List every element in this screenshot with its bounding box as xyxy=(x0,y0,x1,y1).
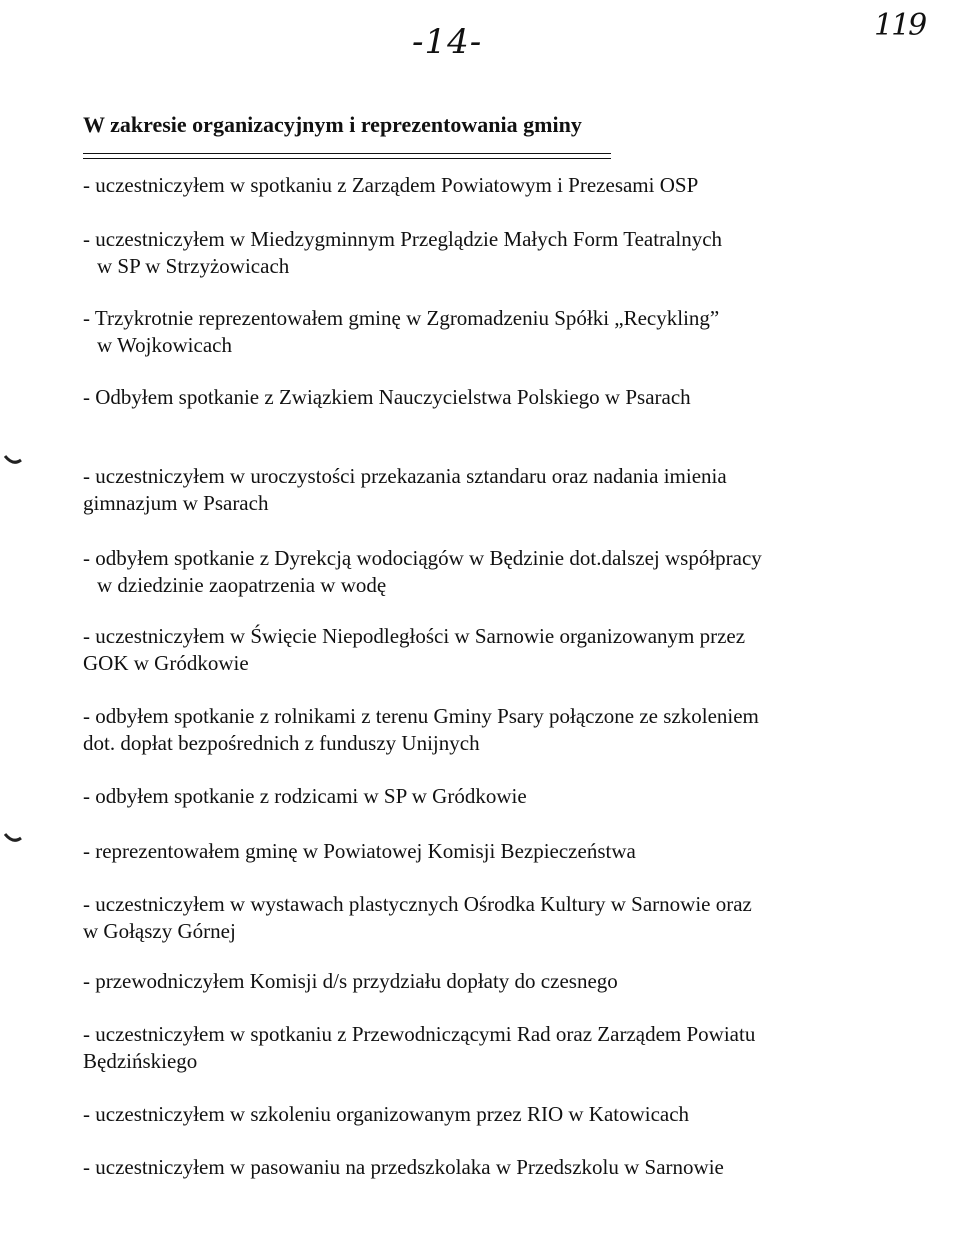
list-item xyxy=(83,226,843,280)
list-item-continuation: GOK w Gródkowie xyxy=(83,651,249,675)
page-number: -14- xyxy=(412,22,483,62)
list-item-continuation: w Wojkowicach xyxy=(97,333,232,357)
list-item xyxy=(83,703,843,757)
list-item-line: - uczestniczyłem w wystawach plastycznych Ośrodka Kultury w Sarnowie oraz xyxy=(83,892,752,916)
list-item-line: - przewodniczyłem Komisji d/s przydziału dopłaty do czesnego xyxy=(83,969,618,993)
list-item xyxy=(83,1154,843,1181)
list-item xyxy=(83,1101,843,1128)
list-item xyxy=(83,968,843,995)
list-item xyxy=(83,545,843,599)
list-item-continuation: w Gołąszy Górnej xyxy=(83,919,236,943)
heading-underline xyxy=(83,153,611,159)
list-item-line: - uczestniczyłem w uroczystości przekazania sztandaru oraz nadania imienia xyxy=(83,464,727,488)
list-item xyxy=(83,172,843,199)
list-item-line: - odbyłem spotkanie z Dyrekcją wodociągów w Będzinie dot.dalszej współpracy xyxy=(83,546,762,570)
list-item-line: - reprezentowałem gminę w Powiatowej Komisji Bezpieczeństwa xyxy=(83,839,636,863)
punch-mark-icon xyxy=(4,832,22,844)
list-item-line: - uczestniczyłem w Święcie Niepodległości w Sarnowie organizowanym przez xyxy=(83,624,746,648)
punch-mark-icon xyxy=(4,454,22,466)
list-item xyxy=(83,838,843,865)
list-item-continuation: dot. dopłat bezpośrednich z funduszy Unijnych xyxy=(83,731,480,755)
list-item-line: - uczestniczyłem w spotkaniu z Zarządem Powiatowym i Prezesami OSP xyxy=(83,173,699,197)
list-item-line: - Odbyłem spotkanie z Związkiem Nauczycielstwa Polskiego w Psarach xyxy=(83,385,691,409)
list-item-continuation: Będzińskiego xyxy=(83,1049,198,1073)
list-item xyxy=(83,384,843,411)
list-item-line: - uczestniczyłem w spotkaniu z Przewodniczącymi Rad oraz Zarządem Powiatu xyxy=(83,1022,756,1046)
list-item xyxy=(83,623,843,677)
list-item-line: - odbyłem spotkanie z rodzicami w SP w Gródkowie xyxy=(83,784,527,808)
list-item-line: - uczestniczyłem w szkoleniu organizowanym przez RIO w Katowicach xyxy=(83,1102,690,1126)
list-item xyxy=(83,305,843,359)
list-item xyxy=(83,1021,843,1075)
list-item-continuation: w dziedzinie zaopatrzenia w wodę xyxy=(97,573,387,597)
list-item-line: - Trzykrotnie reprezentowałem gminę w Zgromadzeniu Spółki „Recykling” xyxy=(83,306,720,330)
list-item-line: - uczestniczyłem w pasowaniu na przedszkolaka w Przedszkolu w Sarnowie xyxy=(83,1155,724,1179)
list-item xyxy=(83,891,843,945)
list-item-line: - uczestniczyłem w Miedzygminnym Przeglądzie Małych Form Teatralnych xyxy=(83,227,723,251)
handwritten-page-number: 119 xyxy=(874,8,926,43)
list-item-line: - odbyłem spotkanie z rolnikami z terenu Gminy Psary połączone ze szkoleniem xyxy=(83,704,759,728)
list-item xyxy=(83,783,843,810)
section-heading: W zakresie organizacyjnym i reprezentowania gminy xyxy=(83,112,582,137)
list-item-continuation: w SP w Strzyżowicach xyxy=(97,254,290,278)
list-item-continuation: gimnazjum w Psarach xyxy=(83,491,269,515)
list-item xyxy=(83,463,843,517)
